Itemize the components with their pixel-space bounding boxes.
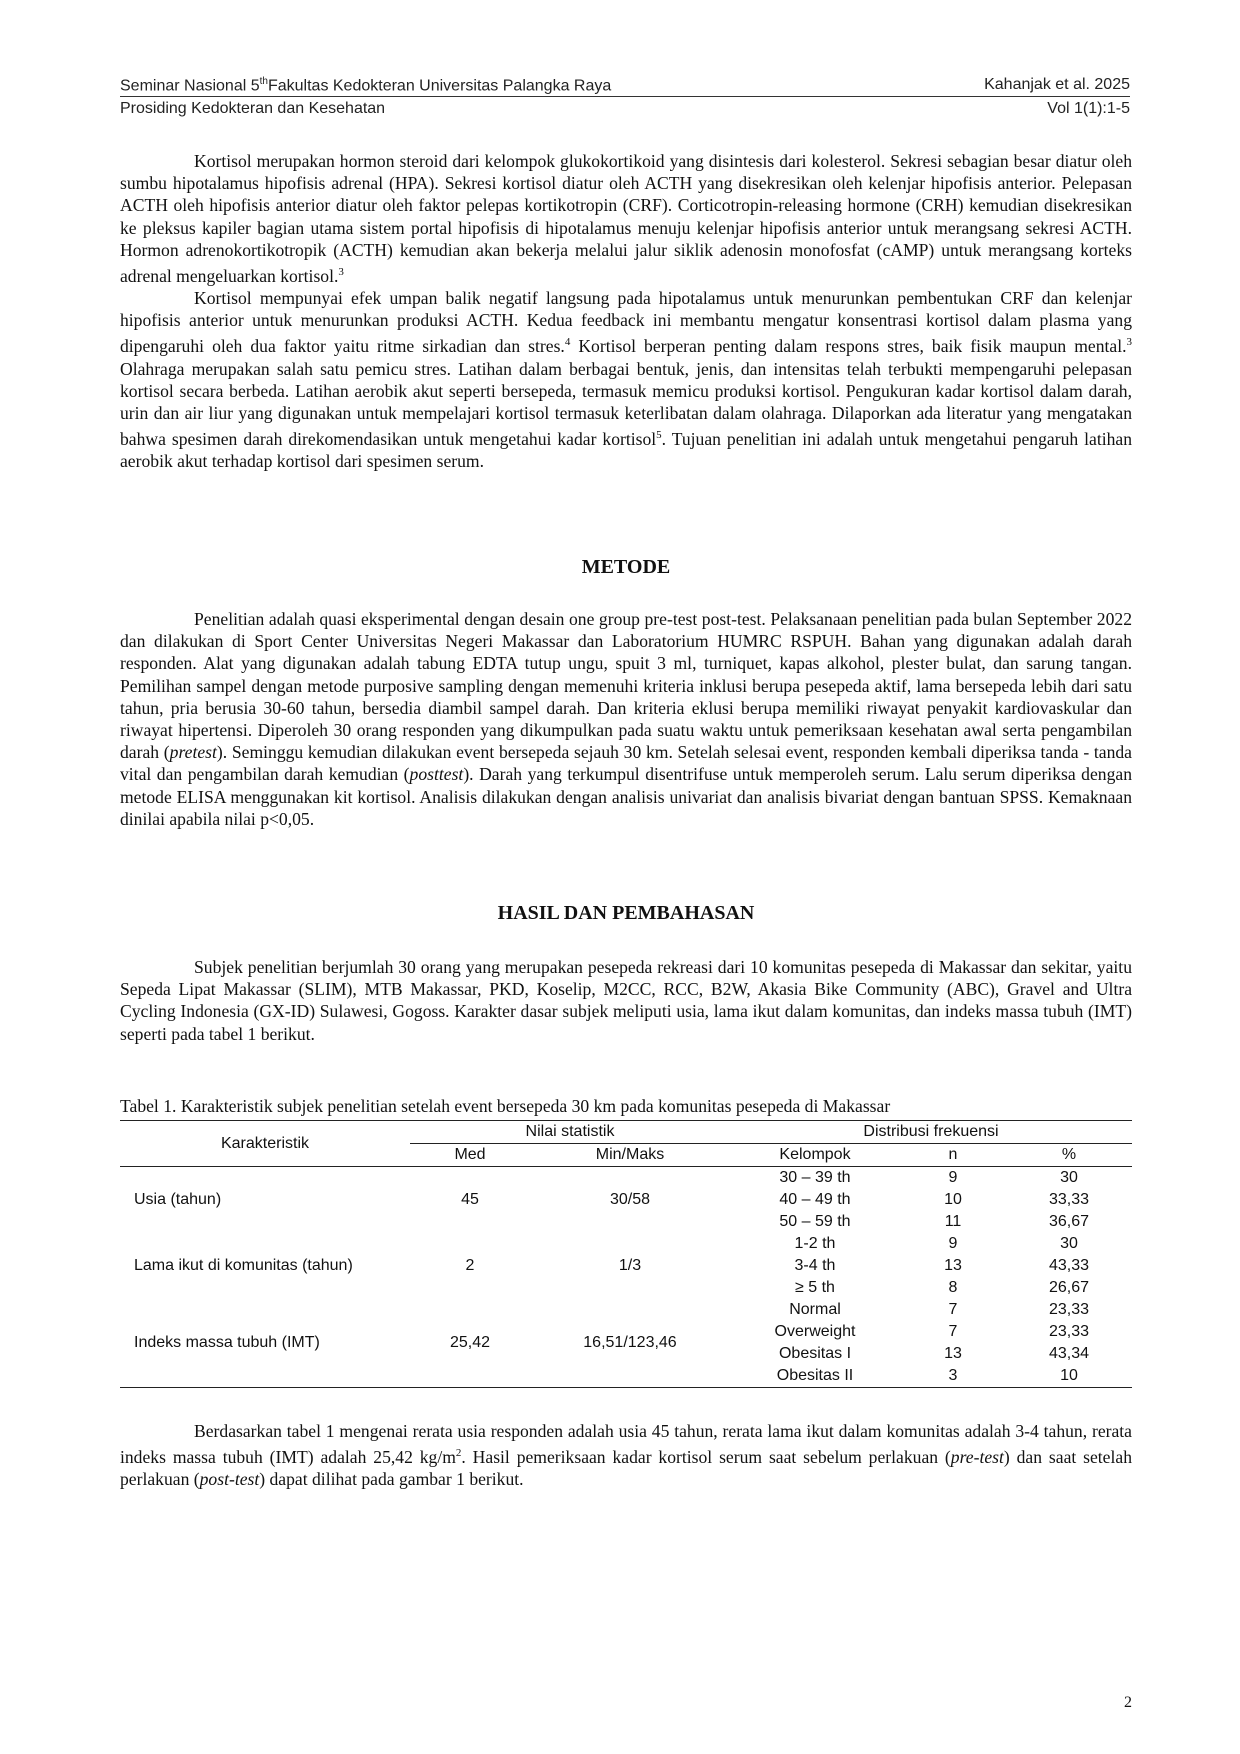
cell-kelompok: 50 – 59 th xyxy=(779,1213,851,1230)
intro-section xyxy=(120,150,1132,472)
section-heading-metode: METODE xyxy=(581,556,671,578)
running-subheader xyxy=(120,100,1130,120)
cell-percent: 33,33 xyxy=(1048,1191,1090,1208)
paragraph: Penelitian adalah quasi eksperimental dengan desain one group pre-test post-test. Pelaksanaan penelitian pada bulan September 2022 dan dilakukan di Sport Center Universitas Negeri Makassar dan Laboratorium HUMRC RSPUH. Bahan yang digunakan adalah darah responden. Alat yang digunakan adalah tabung EDTA tutup ungu, spuit 3 ml, turniquet, kapas alkohol, plester bulat, dan sarung tangan. Pemilihan sampel dengan metode purposive sampling dengan memenuhi kriteria inklusi berupa pesepeda aktif, lama bersepeda lebih dari satu tahun, pria berusia 30-60 tahun, bersedia diambil sampel darah. Dan kriteria eklusi berupa memiliki riwayat penyakit kardiovaskular dan riwayat hipertensi. Diperoleh 30 orang responden yang dikumpulkan pada suatu waktu untuk pemeriksaan kesehatan awal serta pengambilan darah (pretest). Seminggu kemudian dilakukan event bersepeda sejauh 30 km. Setelah selesai event, responden kembali diperiksa tanda - tanda vital dan pengambilan darah kemudian (posttest). Darah yang terkumpul disentrifuse untuk memperoleh serum. Lalu serum diperiksa dengan metode ELISA menggunakan kit kortisol. Analisis dilakukan dengan analisis univariat dan analisis bivariat dengan bantuan SPSS. Kemaknaan dinilai apabila nilai p<0,05. xyxy=(120,609,1132,829)
cell-n: 8 xyxy=(948,1279,958,1296)
cell-percent: 30 xyxy=(1060,1169,1078,1186)
section-heading-hasil: HASIL DAN PEMBAHASAN xyxy=(497,902,755,924)
cell-percent: 43,34 xyxy=(1048,1345,1090,1362)
header-percent: % xyxy=(1006,1144,1132,1167)
cell-n: 7 xyxy=(948,1323,958,1340)
cell-minmaks: 30/58 xyxy=(609,1191,651,1208)
cell-n: 13 xyxy=(944,1257,962,1274)
table-row xyxy=(120,1299,1132,1321)
cell-percent: 23,33 xyxy=(1048,1301,1090,1318)
page-number: 2 xyxy=(1124,1694,1132,1711)
citation: 4 xyxy=(564,336,571,349)
table-row xyxy=(120,1167,1132,1190)
header-kelompok: Kelompok xyxy=(730,1144,900,1167)
volume-info: Vol 1(1):1-5 xyxy=(1047,100,1130,117)
row-label: Indeks massa tubuh (IMT) xyxy=(120,1299,410,1388)
cell-kelompok: 40 – 49 th xyxy=(779,1191,851,1208)
header-med: Med xyxy=(410,1144,530,1167)
author-year: Kahanjak et al. 2025 xyxy=(984,76,1130,93)
header-nilai-statistik: Nilai statistik xyxy=(410,1121,730,1144)
cell-n: 13 xyxy=(944,1345,962,1362)
table-row xyxy=(120,1233,1132,1255)
paragraph: Berdasarkan tabel 1 mengenai rerata usia responden adalah usia 45 tahun, rerata lama ikut dalam komunitas adalah 3-4 tahun, rerata indeks massa tubuh (IMT) adalah 25,42 $kg/m^2$. Hasil pemeriksaan kadar kortisol serum saat sebelum perlakuan (pre-test) dan saat setelah perlakuan (post-test) dapat dilihat pada gambar 1 berikut. xyxy=(120,1421,1132,1490)
cell-kelompok: Obesitas II xyxy=(730,1365,900,1388)
cell-percent: 36,67 xyxy=(1048,1213,1090,1230)
cell-n: 11 xyxy=(944,1213,962,1230)
cell-percent: 43,33 xyxy=(1048,1257,1090,1274)
paragraph: Kortisol merupakan hormon steroid dari kelompok glukokortikoid yang disintesis dari kolesterol. Sekresi sebagian besar diatur oleh sumbu hipotalamus hipofisis adrenal (HPA). Sekresi kortisol diatur oleh ACTH yang disekresikan oleh kelenjar hipofisis anterior. Pelepasan ACTH oleh hipofisis anterior diatur oleh faktor pelepas kortikotropin (CRF). Corticotropin-releasing hormone (CRH) kemudian disekresikan ke pleksus kapiler bagian utama sistem portal hipofisis di hipotalamus menuju kelenjar hipofisis anterior untuk merangsang sekresi ACTH. Hormon adrenokortikotropik (ACTH) kemudian akan bekerja melalui jalur siklik adenosin monofosfat (cAMP) untuk merangsang korteks adrenal mengeluarkan kortisol.$^3$ xyxy=(120,151,1132,286)
citation: 3 xyxy=(338,266,344,279)
header-n: n xyxy=(900,1144,1006,1167)
proceedings-name: Prosiding Kedokteran dan Kesehatan xyxy=(120,100,386,117)
row-label: Lama ikut di komunitas (tahun) xyxy=(134,1257,353,1274)
cell-kelompok: Normal xyxy=(789,1301,841,1318)
paragraph: Subjek penelitian berjumlah 30 orang yang merupakan pesepeda rekreasi dari 10 komunitas pesepeda di Makassar dan sekitar, yaitu Sepeda Lipat Makassar (SLIM), MTB Makassar, PKD, Koselip, M2CC, RCC, B2W, Akasia Bike Community (ABC), Gravel and Ultra Cycling Indonesia (GX-ID) Sulawesi, Gogoss. Karakter dasar subjek meliputi usia, lama ikut dalam komunitas, dan indeks massa tubuh (IMT) seperti pada tabel 1 berikut. xyxy=(120,957,1132,1044)
cell-percent: 23,33 xyxy=(1048,1323,1090,1340)
cell-minmaks: 1/3 xyxy=(618,1257,642,1274)
cell-n: 9 xyxy=(948,1169,958,1186)
characteristics-table xyxy=(120,1120,1132,1388)
metode-section xyxy=(120,608,1132,830)
cell-percent: 26,67 xyxy=(1048,1279,1090,1296)
cell-n: 7 xyxy=(948,1301,958,1318)
cell-med: 45 xyxy=(461,1191,479,1208)
hasil-section xyxy=(120,956,1132,1045)
row-label: Usia (tahun) xyxy=(134,1191,222,1208)
cell-kelompok: Overweight xyxy=(774,1323,856,1340)
citation: 3 xyxy=(1126,336,1133,349)
cell-minmaks: 16,51/123,46 xyxy=(530,1299,730,1388)
cell-percent: 10 xyxy=(1006,1365,1132,1388)
hasil-section-continued xyxy=(120,1420,1132,1490)
citation: 5 xyxy=(656,429,662,442)
paragraph: Kortisol mempunyai efek umpan balik negatif langsung pada hipotalamus untuk menurunkan pembentukan CRF dan kelenjar hipofisis anterior untuk menurunkan produksi ACTH. Kedua feedback ini membantu mengatur konsentrasi kortisol dalam plasma yang dipengaruhi oleh dua faktor yaitu ritme sirkadian dan stres.$^4$ Kortisol berperan penting dalam respons stres, baik fisik maupun mental.$^3$ Olahraga merupakan salah satu pemicu stres. Latihan dalam berbagai bentuk, jenis, dan intensitas telah terbukti mempengaruhi pelepasan kortisol secara berbeda. Latihan aerobik akut seperti bersepeda, termasuk memicu produksi kortisol. Pengukuran kadar kortisol dalam darah, urin dan air liur yang digunakan untuk mempelajari kortisol termasuk keterlibatan dalam olahraga. Dilaporkan ada literatur yang mengatakan bahwa spesimen darah direkomendasikan untuk mengetahui kadar kortisol$^5$. Tujuan penelitian ini adalah untuk mengetahui pengaruh latihan aerobik akut terhadap kortisol dari spesimen serum. xyxy=(120,288,1133,472)
cell-kelompok: Obesitas I xyxy=(778,1345,852,1362)
cell-percent: 30 xyxy=(1060,1235,1078,1252)
table-caption: Tabel 1. Karakteristik subjek penelitian setelah event bersepeda 30 km pada komunitas pesepeda di Makassar xyxy=(120,1096,891,1116)
cell-kelompok: 1-2 th xyxy=(794,1235,836,1252)
cell-n: 10 xyxy=(944,1191,962,1208)
running-header xyxy=(120,76,1130,97)
cell-kelompok: ≥ 5 th xyxy=(795,1279,835,1296)
cell-kelompok: 30 – 39 th xyxy=(779,1169,851,1186)
cell-n: 9 xyxy=(948,1235,958,1252)
cell-med: 2 xyxy=(465,1257,475,1274)
header-karakteristik: Karakteristik xyxy=(120,1121,410,1167)
cell-kelompok: 3-4 th xyxy=(794,1257,836,1274)
header-minmaks: Min/Maks xyxy=(530,1144,730,1167)
journal-name: Seminar Nasional 5thFakultas Kedokteran Universitas Palangka Raya xyxy=(120,76,612,95)
cell-med: 25,42 xyxy=(410,1299,530,1388)
cell-n: 3 xyxy=(900,1365,1006,1388)
header-distribusi-frekuensi: Distribusi frekuensi xyxy=(730,1121,1132,1144)
